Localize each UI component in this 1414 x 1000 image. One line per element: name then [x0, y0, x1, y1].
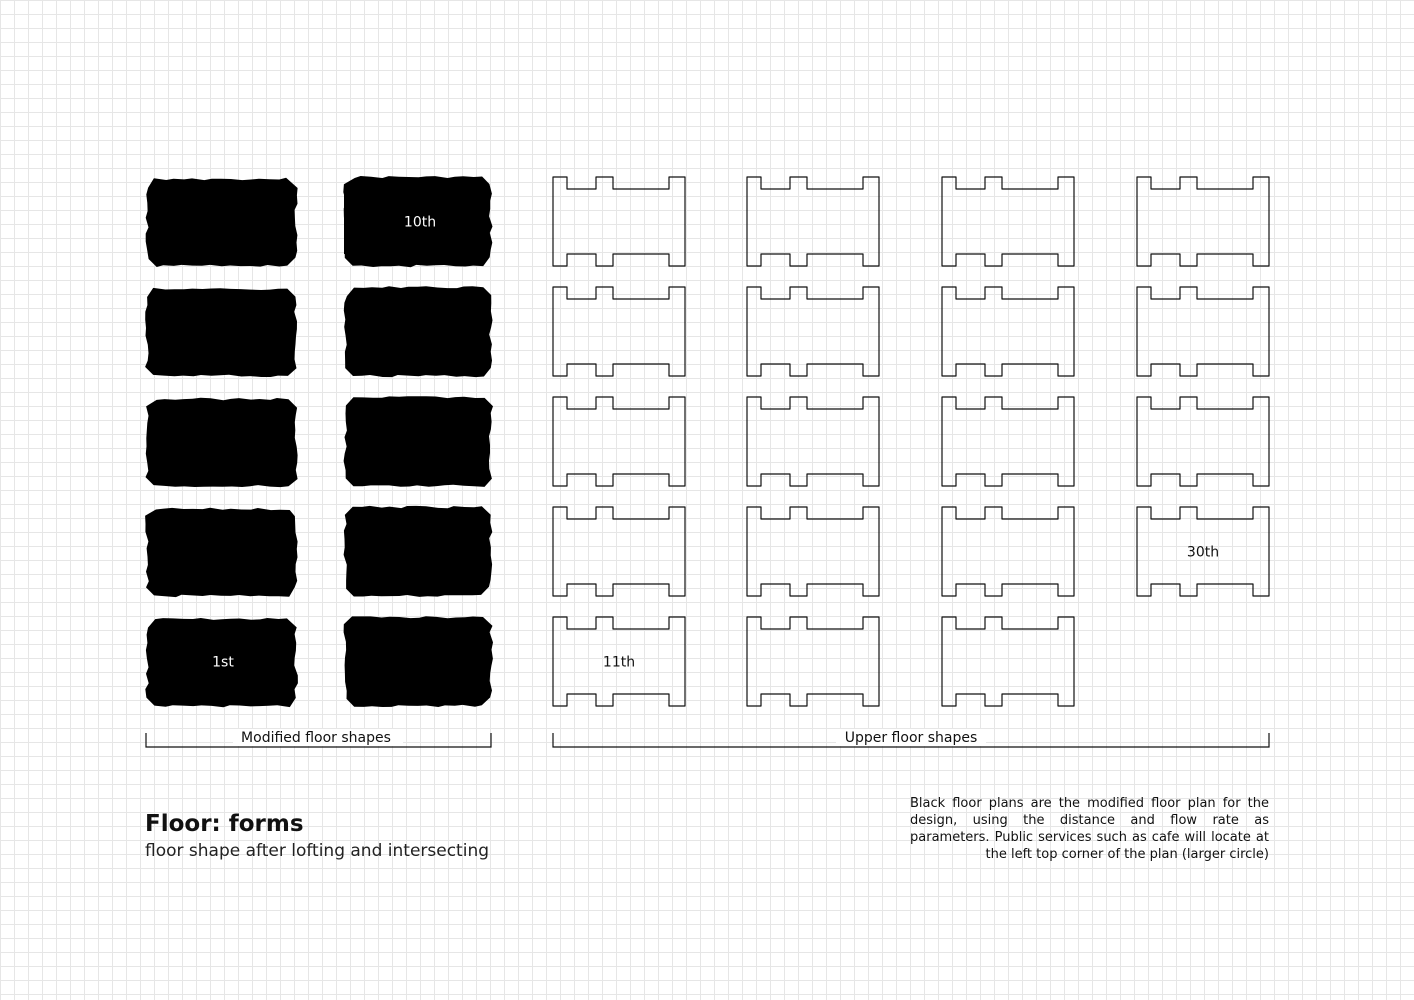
modified-floor-shape	[344, 396, 493, 487]
modified-floor-shape	[145, 508, 298, 597]
diagram-title: Floor: forms	[145, 811, 304, 837]
modified-group-label: Modified floor shapes	[241, 730, 391, 746]
upper-floor-shape	[942, 507, 1074, 596]
upper-floor-shape	[553, 287, 685, 376]
upper-floor-shape	[553, 177, 685, 266]
upper-floor-shape	[1137, 287, 1269, 376]
upper-floor-shape	[747, 397, 879, 486]
upper-group-label: Upper floor shapes	[844, 730, 978, 746]
upper-floor-shapes	[553, 177, 1269, 706]
upper-floor-shape	[1137, 177, 1269, 266]
modified-floor-shape	[145, 288, 297, 377]
modified-floor-shape	[146, 398, 298, 487]
floor-label: 30th	[1186, 544, 1220, 561]
upper-floor-shape	[942, 397, 1074, 486]
upper-floor-shape	[942, 617, 1074, 706]
upper-floor-shape	[942, 177, 1074, 266]
modified-floor-shape	[146, 178, 298, 267]
modified-floor-shape	[344, 286, 493, 377]
upper-floor-shape	[1137, 397, 1269, 486]
floor-label: 10th	[403, 214, 437, 231]
modified-floor-shape	[344, 189, 362, 254]
diagram-subtitle: floor shape after lofting and intersecting	[145, 841, 490, 861]
upper-floor-shape	[942, 287, 1074, 376]
group-brackets	[146, 729, 1269, 747]
modified-floor-shape	[344, 506, 493, 597]
upper-floor-shape	[747, 287, 879, 376]
upper-floor-shape	[553, 507, 685, 596]
upper-floor-shape	[747, 177, 879, 266]
upper-floor-shape	[747, 507, 879, 596]
floor-label: 11th	[602, 654, 636, 671]
modified-floor-shape	[344, 616, 493, 707]
upper-floor-shape	[747, 617, 879, 706]
modified-floor-shapes	[145, 176, 493, 707]
floor-label: 1st	[212, 654, 234, 671]
diagram-note: Black floor plans are the modified floor plan for the design, using the distance and flow rate as parameters. Public services such as cafe will locate at the left top corner of the plan (larger circle)	[910, 796, 1269, 862]
upper-floor-shape	[553, 397, 685, 486]
